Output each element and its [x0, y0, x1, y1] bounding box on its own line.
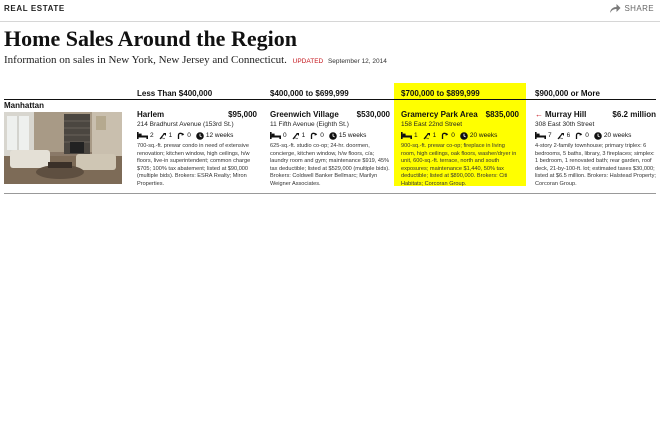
- price-range-header-1: Less Than $400,000: [137, 89, 213, 98]
- listing-address: 214 Bradhurst Avenue (153rd St.): [137, 121, 234, 128]
- listing-description: 700-sq.-ft. prewar condo in need of extensive renovation; kitchen window, high ceilings, h/w floors, live-in superintendent; common charge $705; 100% tax abatement; listed at $90,000 (multiple bids). Brokers: ESRA Realty; Miron Properties.: [137, 143, 251, 187]
- parking-count: 0: [187, 132, 191, 139]
- weeks-on-market: 20 weeks: [603, 132, 632, 139]
- header-rule: [4, 99, 656, 100]
- beds-stat: [270, 132, 287, 139]
- region-label: Manhattan: [4, 101, 44, 110]
- listing-name[interactable]: [535, 110, 586, 119]
- listing-name[interactable]: Greenwich Village: [270, 110, 339, 119]
- listing-description: 900-sq.-ft. prewar co-op; fireplace in living room, high ceilings, oak floors, washer/dryer in unit, 600-sq.-ft. terrace, north and south exposures; maintenance $1,440, 50% tax deductible; listed at $890,000. Brokers: Citi Habitats; Corcoran Group.: [401, 143, 517, 187]
- bed-icon: [401, 132, 412, 139]
- shower-icon: [159, 132, 167, 140]
- listing-stats: [270, 131, 390, 140]
- baths-count: 1: [432, 132, 437, 139]
- share-label: SHARE: [624, 4, 654, 13]
- updated-date: September 12, 2014: [327, 58, 387, 65]
- weeks-stat: [460, 132, 497, 140]
- price-range-header-3: $700,000 to $899,999: [401, 89, 480, 98]
- weeks-on-market: 15 weeks: [338, 132, 367, 139]
- baths-count: 1: [301, 132, 306, 139]
- parking-stat: [177, 132, 191, 140]
- listing-description: 625-sq.-ft. studio co-op; 24-hr. doormen, concierge, kitchen window, h/w floors, c/a; laundry room and gym; maintenance $919, 45% tax deductible; listed at $529,000 (multiple bids). Brokers: Coldwell Banker Bellmarc; Marilyn Weigner Associates.: [270, 143, 390, 187]
- bed-icon: [137, 132, 148, 139]
- living-room-photo[interactable]: [4, 112, 122, 184]
- listing-price: $6.2 million: [612, 110, 656, 119]
- section-label[interactable]: REAL ESTATE: [4, 4, 65, 13]
- parking-count: 0: [320, 132, 324, 139]
- top-bar: [0, 0, 660, 22]
- baths-stat: [159, 132, 173, 140]
- listing-price: $530,000: [356, 110, 390, 119]
- shower-icon: [557, 132, 565, 140]
- parking-stat: [575, 132, 589, 140]
- shower-icon: [423, 132, 431, 140]
- listing-address: 308 East 30th Street: [535, 121, 595, 128]
- updated-tag: UPDATED: [292, 58, 324, 65]
- parking-icon: [177, 132, 185, 140]
- clock-icon: [196, 132, 204, 140]
- listing-card[interactable]: [401, 110, 519, 189]
- baths-stat: [557, 132, 571, 140]
- parking-icon: [441, 132, 449, 140]
- baths-stat: [423, 132, 437, 140]
- parking-icon: [310, 132, 318, 140]
- subtitle-text: Information on sales in New York, New Jersey and Connecticut.: [4, 54, 287, 66]
- listing-description: 4-story 2-family townhouse; primary triplex: 6 bedrooms, 5 baths, library, 3 fireplaces; simplex: 1 bedroom, 1 renovated bath; rear garden, roof deck, 21-by-100-ft. lot; estimated taxes $30,000; listed at $6.5 million. Brokers: Halstead Property; Corcoran Group.: [535, 143, 656, 187]
- listing-address: 11 Fifth Avenue (Eighth St.): [270, 121, 349, 128]
- listing-stats: [401, 131, 519, 140]
- footer-rule: [4, 193, 656, 194]
- baths-count: 6: [566, 132, 571, 139]
- parking-count: 0: [585, 132, 589, 139]
- parking-stat: [441, 132, 455, 140]
- listing-name-text: Murray Hill: [545, 110, 587, 119]
- share-arrow-icon: [609, 3, 621, 14]
- listing-card[interactable]: [137, 110, 257, 189]
- listing-card[interactable]: [535, 110, 656, 189]
- page-title: Home Sales Around the Region: [4, 26, 297, 51]
- living-room-illustration: [4, 112, 122, 184]
- clock-icon: [594, 132, 602, 140]
- parking-stat: [310, 132, 324, 140]
- parking-count: 0: [451, 132, 455, 139]
- listing-name[interactable]: Harlem: [137, 110, 165, 119]
- beds-stat: [535, 132, 552, 139]
- weeks-on-market: 12 weeks: [205, 132, 234, 139]
- weeks-stat: [196, 132, 233, 140]
- weeks-on-market: 20 weeks: [469, 132, 498, 139]
- beds-count: 0: [283, 132, 287, 139]
- beds-count: 2: [150, 132, 154, 139]
- weeks-stat: [594, 132, 631, 140]
- listing-stats: [137, 131, 257, 140]
- parking-icon: [575, 132, 583, 140]
- listing-card[interactable]: [270, 110, 390, 189]
- listing-price: $95,000: [228, 110, 257, 119]
- page-subtitle: [4, 54, 387, 66]
- baths-count: 1: [168, 132, 173, 139]
- listing-name[interactable]: Gramercy Park Area: [401, 110, 478, 119]
- clock-icon: [329, 132, 337, 140]
- beds-count: 7: [548, 132, 552, 139]
- listing-address: 158 East 22nd Street: [401, 121, 463, 128]
- beds-count: 1: [414, 132, 418, 139]
- price-range-header-4: $900,000 or More: [535, 89, 600, 98]
- clock-icon: [460, 132, 468, 140]
- share-button[interactable]: [609, 3, 654, 14]
- listing-stats: [535, 131, 656, 140]
- listing-price: $835,000: [485, 110, 519, 119]
- beds-stat: [137, 132, 154, 139]
- weeks-stat: [329, 132, 366, 140]
- beds-stat: [401, 132, 418, 139]
- baths-stat: [292, 132, 306, 140]
- price-range-header-2: $400,000 to $699,999: [270, 89, 349, 98]
- shower-icon: [292, 132, 300, 140]
- left-arrow-icon: ←: [535, 110, 543, 119]
- bed-icon: [270, 132, 281, 139]
- bed-icon: [535, 132, 546, 139]
